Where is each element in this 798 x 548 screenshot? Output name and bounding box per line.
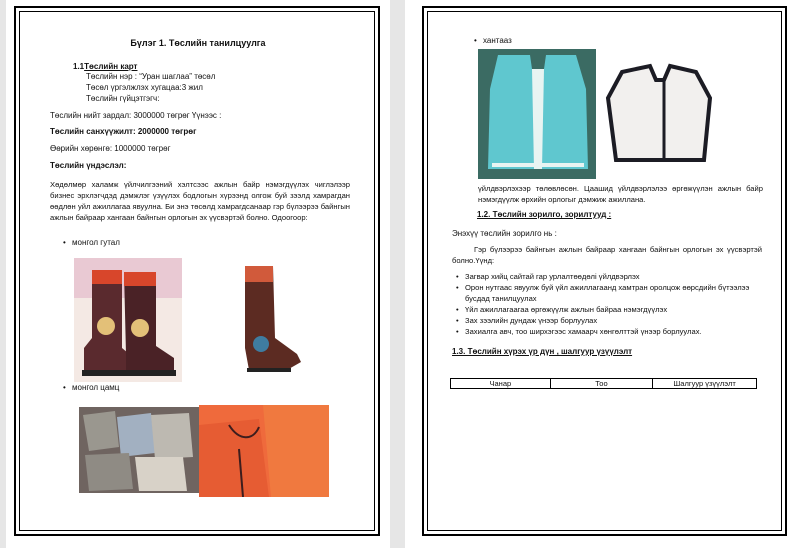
card-line-executor: Төслийн гүйцэтгэгч: xyxy=(86,94,160,103)
goal-text: Гэр бүлээрээ байнгын ажлын байраар хангаан байнгын орлогын эх үүсвэртэй болно.Үүнд: xyxy=(452,245,762,265)
vest-white-image xyxy=(600,62,718,170)
card-line-name: Төслийн нэр : “Уран шаглаа” төсөл xyxy=(86,72,216,81)
goal-label: Энэхүү төслийн зорилго нь : xyxy=(452,229,557,238)
results-table xyxy=(450,378,757,389)
total-cost: Төслийн нийт зардал: 3000000 төгрөг Үүнээс : xyxy=(50,111,222,120)
boot-single-image xyxy=(235,258,305,378)
list-item-boots: • монгол гутал xyxy=(72,238,120,248)
card-line-duration: Төсөл үргэлжлэх хугацаа:3 жил xyxy=(86,83,203,92)
list-item-vest: • хантааз xyxy=(483,36,512,46)
own-assets: Өөрийн хөрөнгө: 1000000 төгрөг xyxy=(50,144,171,153)
table-header-quality: Чанар xyxy=(451,379,551,389)
goal-bullet-3: • Үйл ажиллагаагаа өргөжүүлж ажлын байраа нэмэгдүүлэх xyxy=(465,304,755,315)
shirts-orange-image xyxy=(199,405,329,497)
goal-bullet-4: • Зах зээлийн дундаж үнээр борлуулах xyxy=(465,315,755,326)
goal-bullet-2: • Орон нутгаас явуулж буй үйл ажиллагаанд хамтран оролцож өөрсдийн бүтээлээ бусдад танилцуулах xyxy=(465,282,755,304)
table-header-criteria: Шалгуур үзүүлэлт xyxy=(653,379,757,389)
goals-heading: 1.2. Төслийн зорилго, зорилтууд : xyxy=(477,210,612,219)
card-number: 1.1 xyxy=(73,62,85,71)
table-header-row xyxy=(451,379,757,389)
page-left xyxy=(6,0,390,548)
card-heading xyxy=(73,62,137,72)
list-item-shirt: • монгол цамц xyxy=(72,383,119,393)
goal-bullet-1: • Загвар хийц сайтай гар урлалтөөдөлі үйлдвэрлэх xyxy=(465,271,755,282)
card-title: Төслийн карт xyxy=(84,62,138,71)
table-header-quantity: Тоо xyxy=(550,379,653,389)
page-right xyxy=(405,0,798,548)
funding: Төслийн санхүүжилт: 2000000 төгрөг xyxy=(50,127,197,136)
basis-heading xyxy=(50,161,126,171)
vest-turquoise-image xyxy=(478,49,596,179)
plan-text: үйлдвэрлэхээр төлөвлөсөн. Цаашид үйлдвэрлэлээ өргөжүүлэн ажлын байр нэмэгдүүлж өрхийн орлогыг дэмжиж ажиллана. xyxy=(478,184,763,204)
boots-pair-image xyxy=(74,258,182,382)
basis-title: Төслийн үндэслэл xyxy=(50,161,124,170)
goal-bullet-5: • Захиалга авч, тоо ширхэгээс хамаарч хөнгөлттэй үнээр борлуулах. xyxy=(465,326,755,337)
shirts-grey-image xyxy=(79,407,199,493)
basis-text: Хөдөлмөр халамж үйлчилгээний хэлтсээс ажлын байр нэмэгдүүлэх чиглэлээр бизнес эрхлэгчдэд дэмжлэг үзүүлэх бодлогын хүрээнд олгож буй зээлд хамрагдан өөдлөн уйл ажиллагаа явуулна. Би энэ төсөлд хамрагдсанаар гэр бүлээрээ байнгын ажлын байраар хангаан байнгын орлогын эх үүсвэртэй болно. Одоогоор: xyxy=(50,180,350,222)
basis-colon: : xyxy=(123,161,127,170)
results-heading: 1.3. Төслийн хүрэх үр дүн , шалгуур үзүүлэлт xyxy=(452,347,633,356)
chapter-title: Бүлэг 1. Төслийн танилцуулга xyxy=(130,38,266,48)
